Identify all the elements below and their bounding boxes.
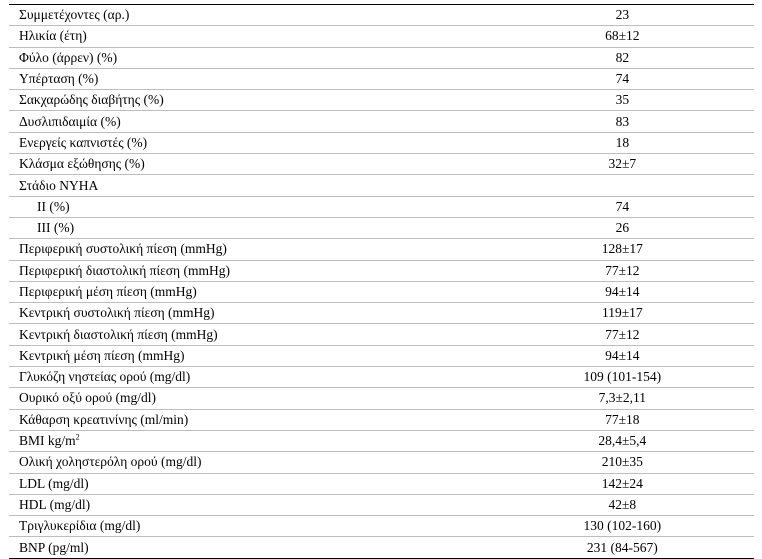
row-value: 119±17	[491, 303, 754, 324]
row-value: 77±12	[491, 260, 754, 281]
row-value: 77±12	[491, 324, 754, 345]
row-label: Ουρικό οξύ ορού (mg/dl)	[9, 388, 491, 409]
row-label: Υπέρταση (%)	[9, 68, 491, 89]
row-value: 32±7	[491, 154, 754, 175]
row-label: Ενεργείς καπνιστές (%)	[9, 132, 491, 153]
row-label: Κλάσμα εξώθησης (%)	[9, 154, 491, 175]
row-value: 109 (101-154)	[491, 367, 754, 388]
row-label: Κεντρική διαστολική πίεση (mmHg)	[9, 324, 491, 345]
row-value: 23	[491, 5, 754, 26]
row-label: Κάθαρση κρεατινίνης (ml/min)	[9, 409, 491, 430]
unit-superscript: 2	[75, 432, 80, 442]
table-row	[9, 90, 754, 111]
table-row	[9, 175, 754, 196]
row-label: Τριγλυκερίδια (mg/dl)	[9, 516, 491, 537]
row-value: 18	[491, 132, 754, 153]
row-label: II (%)	[9, 196, 491, 217]
table-row	[9, 324, 754, 345]
row-value: 7,3±2,11	[491, 388, 754, 409]
row-label: Σακχαρώδης διαβήτης (%)	[9, 90, 491, 111]
table-row	[9, 26, 754, 47]
row-value	[491, 175, 754, 196]
table-row	[9, 516, 754, 537]
table-row	[9, 345, 754, 366]
table-row	[9, 196, 754, 217]
row-value: 130 (102-160)	[491, 516, 754, 537]
table-row	[9, 430, 754, 451]
table-row	[9, 452, 754, 473]
table-row	[9, 47, 754, 68]
row-value: 210±35	[491, 452, 754, 473]
table-row	[9, 388, 754, 409]
table-row	[9, 260, 754, 281]
row-label: III (%)	[9, 217, 491, 238]
row-value: 26	[491, 217, 754, 238]
table-row	[9, 154, 754, 175]
table-row	[9, 494, 754, 515]
row-label: Κεντρική μέση πίεση (mmHg)	[9, 345, 491, 366]
row-value: 74	[491, 68, 754, 89]
row-label: Περιφερική συστολική πίεση (mmHg)	[9, 239, 491, 260]
row-label: Ολική χοληστερόλη ορού (mg/dl)	[9, 452, 491, 473]
table-row	[9, 303, 754, 324]
table-row	[9, 281, 754, 302]
table-row	[9, 5, 754, 26]
row-value: 28,4±5,4	[491, 430, 754, 451]
table-row	[9, 367, 754, 388]
row-value: 68±12	[491, 26, 754, 47]
row-label: Κεντρική συστολική πίεση (mmHg)	[9, 303, 491, 324]
row-value: 35	[491, 90, 754, 111]
characteristics-table	[9, 4, 754, 559]
table-row	[9, 537, 754, 558]
row-value: 94±14	[491, 281, 754, 302]
row-label: Περιφερική μέση πίεση (mmHg)	[9, 281, 491, 302]
table-row	[9, 409, 754, 430]
row-label: Δυσλιπιδαιμία (%)	[9, 111, 491, 132]
row-value: 77±18	[491, 409, 754, 430]
row-label: BNP (pg/ml)	[19, 539, 89, 555]
row-value: 128±17	[491, 239, 754, 260]
table-row	[9, 217, 754, 238]
row-label-text: BMI kg/m	[19, 433, 76, 449]
table-row	[9, 68, 754, 89]
row-label: HDL (mg/dl)	[9, 494, 491, 515]
row-value: 83	[491, 111, 754, 132]
table-row	[9, 473, 754, 494]
table-row	[9, 132, 754, 153]
row-label-bmi	[9, 430, 491, 451]
row-value: 231 (84-567)	[586, 539, 658, 555]
row-label: Γλυκόζη νηστείας ορού (mg/dl)	[9, 367, 491, 388]
table-row	[9, 239, 754, 260]
table-row	[9, 111, 754, 132]
row-label: Στάδιο NYHA	[9, 175, 491, 196]
row-label: LDL (mg/dl)	[9, 473, 491, 494]
row-label: Περιφερική διαστολική πίεση (mmHg)	[9, 260, 491, 281]
table-body	[9, 5, 754, 559]
row-value: 74	[491, 196, 754, 217]
row-value: 82	[491, 47, 754, 68]
row-value: 142±24	[491, 473, 754, 494]
row-value: 42±8	[491, 494, 754, 515]
row-label: Φύλο (άρρεν) (%)	[9, 47, 491, 68]
row-label: Ηλικία (έτη)	[9, 26, 491, 47]
row-value: 94±14	[491, 345, 754, 366]
row-label: Συμμετέχοντες (αρ.)	[9, 5, 491, 26]
